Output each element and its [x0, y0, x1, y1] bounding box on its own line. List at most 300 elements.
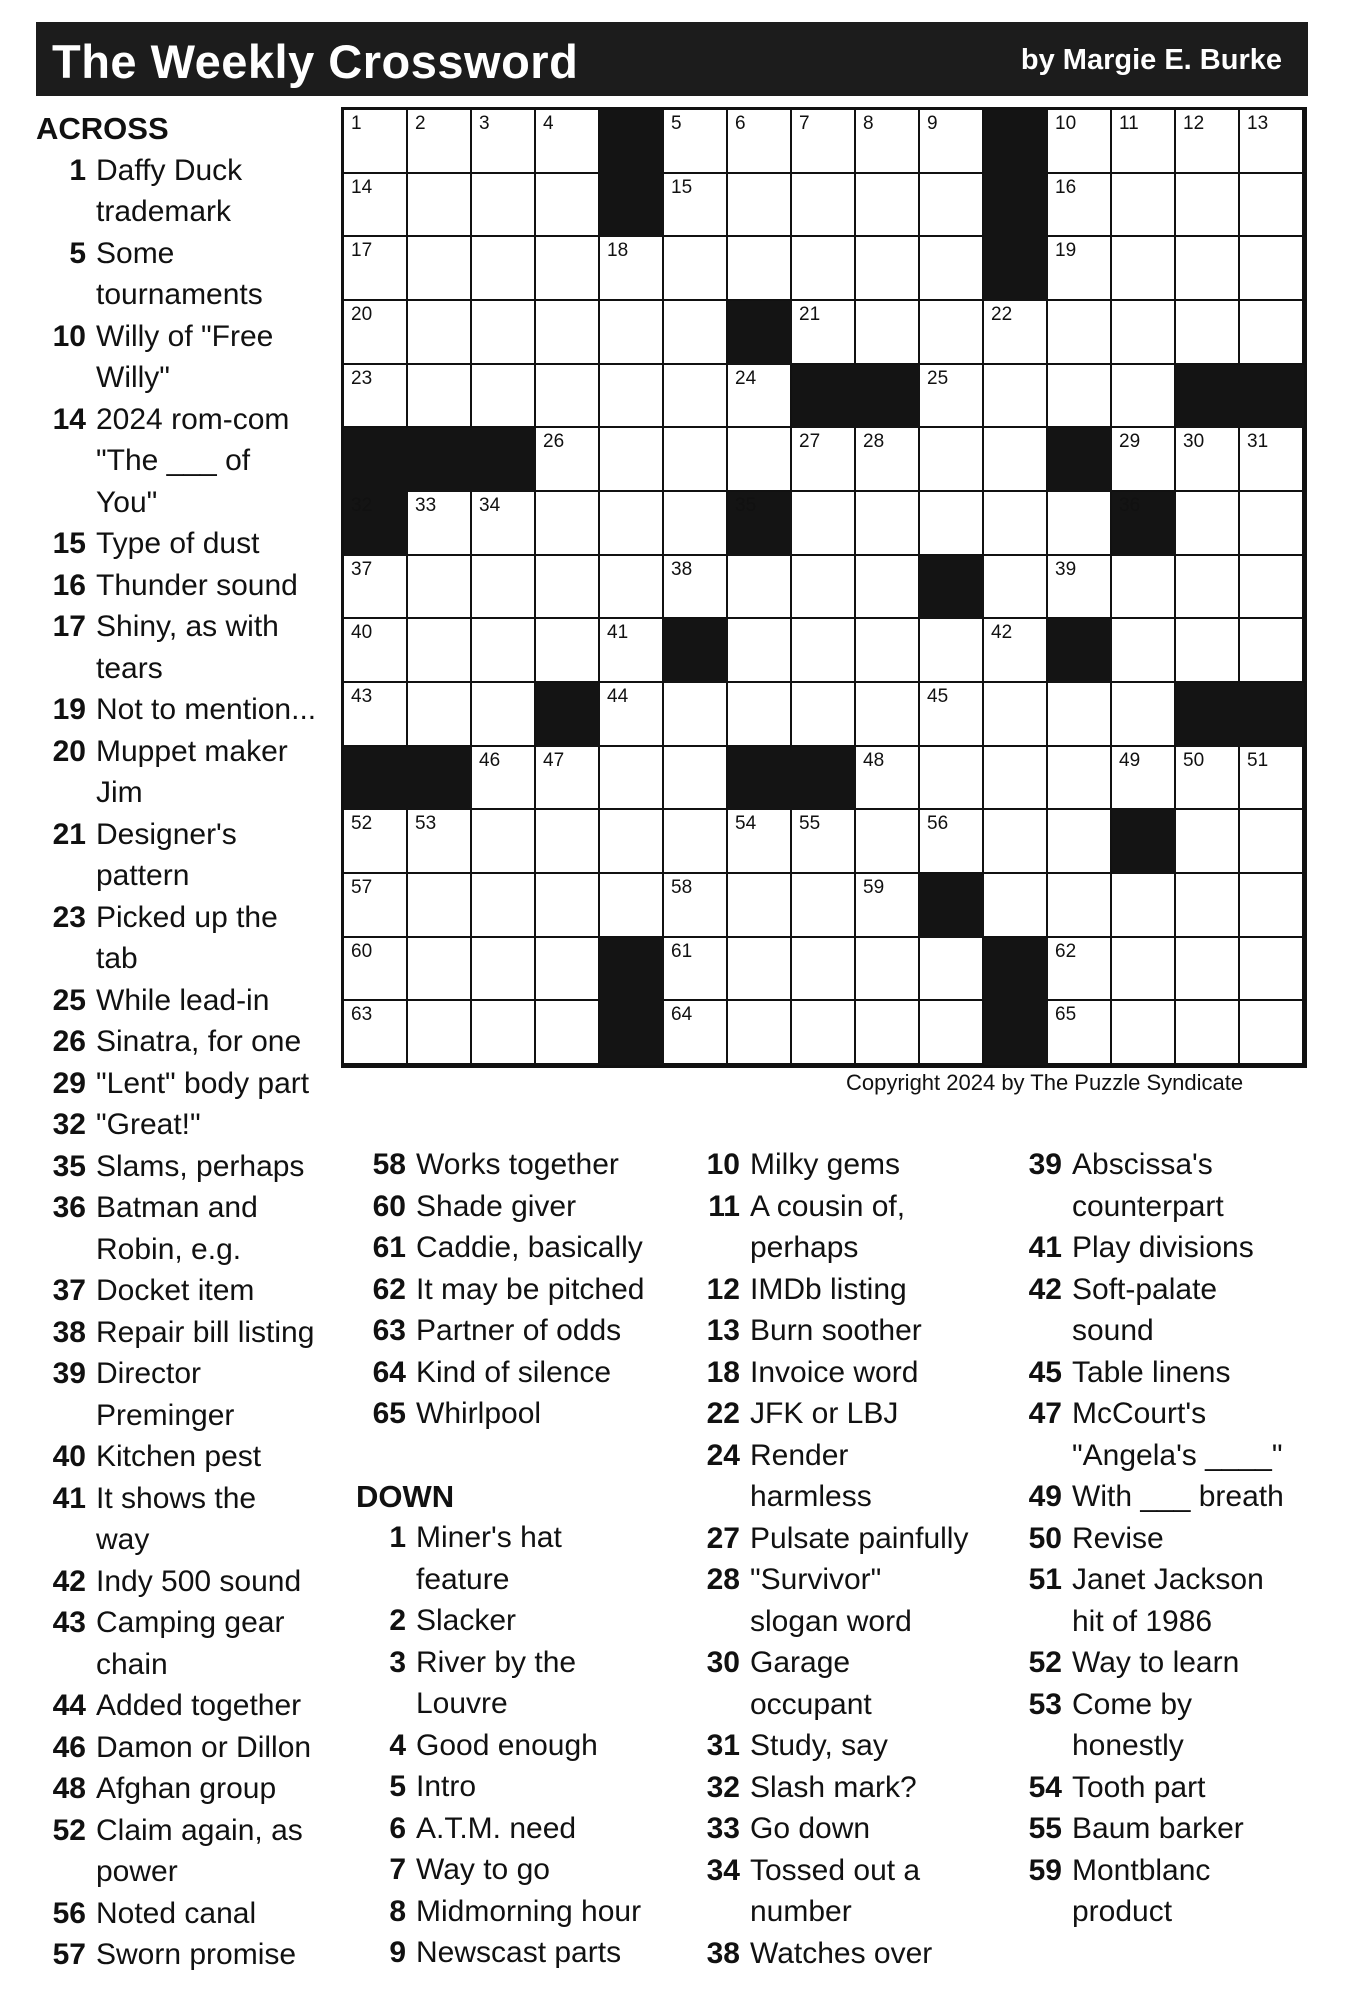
grid-cell[interactable]: [1240, 174, 1304, 238]
grid-cell[interactable]: [728, 810, 792, 874]
grid-cell[interactable]: [1048, 237, 1112, 301]
grid-cell[interactable]: [920, 110, 984, 174]
grid-cell[interactable]: [1112, 110, 1176, 174]
cell-number: 57: [351, 876, 373, 898]
grid-cell[interactable]: [472, 365, 536, 429]
grid-cell[interactable]: [1176, 619, 1240, 683]
cell-number: 28: [863, 431, 885, 453]
grid-cell[interactable]: [408, 619, 472, 683]
grid-cell[interactable]: [856, 747, 920, 811]
clue-text: Way to go: [416, 1853, 550, 1886]
clue-text: Camping gear chain: [96, 1606, 285, 1681]
grid-cell[interactable]: [1112, 1001, 1176, 1065]
grid-cell[interactable]: [536, 110, 600, 174]
grid-cell[interactable]: [344, 301, 408, 365]
clue-text: JFK or LBJ: [750, 1397, 899, 1430]
clue-number: 44: [52, 1689, 86, 1722]
grid-cell[interactable]: [1176, 174, 1240, 238]
grid-cell[interactable]: [408, 683, 472, 747]
grid-cell[interactable]: [792, 492, 856, 556]
grid-cell[interactable]: [920, 683, 984, 747]
grid-cell[interactable]: [728, 237, 792, 301]
cell-number: 2: [415, 113, 426, 134]
clue-item: [690, 1393, 1010, 1435]
grid-cell[interactable]: [920, 619, 984, 683]
grid-cell[interactable]: [1048, 492, 1112, 556]
grid-cell[interactable]: [344, 938, 408, 1002]
black-square: [792, 747, 856, 811]
clue-text: Way to learn: [1072, 1646, 1240, 1679]
grid-cell[interactable]: [792, 938, 856, 1002]
clue-number: 29: [52, 1066, 86, 1100]
black-square: [856, 365, 920, 429]
grid-cell[interactable]: [472, 492, 536, 556]
grid-cell[interactable]: [408, 365, 472, 429]
grid-cell[interactable]: [728, 110, 792, 174]
black-square: [344, 428, 408, 492]
grid-cell[interactable]: [1176, 1001, 1240, 1065]
clue-text: Render harmless: [750, 1438, 872, 1513]
grid-cell[interactable]: [856, 1001, 920, 1065]
grid-cell[interactable]: [984, 428, 1048, 492]
grid-cell[interactable]: [792, 428, 856, 492]
clue-item: [1012, 1476, 1362, 1518]
grid-cell[interactable]: [472, 938, 536, 1002]
grid-cell[interactable]: [1112, 683, 1176, 747]
grid-cell[interactable]: [1240, 1001, 1304, 1065]
clue-number: 16: [52, 568, 86, 602]
black-square: [344, 492, 408, 556]
clue-item: [690, 1352, 1010, 1394]
clue-text: Intro: [416, 1770, 477, 1803]
grid-cell[interactable]: [1240, 237, 1304, 301]
grid-cell[interactable]: [856, 301, 920, 365]
clue-number: 59: [1028, 1853, 1062, 1887]
clue-text: It shows the way: [96, 1481, 257, 1556]
grid-cell[interactable]: [1176, 301, 1240, 365]
grid-cell[interactable]: [856, 938, 920, 1002]
grid-cell[interactable]: [536, 174, 600, 238]
grid-cell[interactable]: [1176, 556, 1240, 620]
grid-cell[interactable]: [472, 683, 536, 747]
cell-number: 35: [735, 494, 757, 516]
grid-cell[interactable]: [1112, 428, 1176, 492]
cell-number: 49: [1119, 749, 1141, 771]
clue-text: Picked up the tab: [96, 900, 278, 975]
cell-number: 61: [671, 940, 693, 962]
grid-cell[interactable]: [600, 810, 664, 874]
grid-cell[interactable]: [344, 174, 408, 238]
clue-text: Good enough: [416, 1728, 598, 1762]
cell-number: 60: [351, 940, 373, 962]
grid-cell[interactable]: [536, 938, 600, 1002]
grid-cell[interactable]: [984, 619, 1048, 683]
grid-cell[interactable]: [856, 110, 920, 174]
grid-cell[interactable]: [856, 492, 920, 556]
clue-text: Added together: [96, 1689, 302, 1722]
clue-text: Muppet maker Jim: [96, 734, 288, 809]
grid-cell[interactable]: [1176, 747, 1240, 811]
grid-cell[interactable]: [1176, 492, 1240, 556]
black-square: [1112, 810, 1176, 874]
grid-cell[interactable]: [536, 301, 600, 365]
grid-cell[interactable]: [600, 237, 664, 301]
grid-cell[interactable]: [792, 556, 856, 620]
grid-cell[interactable]: [664, 747, 728, 811]
grid-cell[interactable]: [536, 1001, 600, 1065]
grid-cell[interactable]: [664, 810, 728, 874]
cell-number: 21: [799, 303, 821, 325]
clue-text: IMDb listing: [750, 1272, 907, 1306]
grid-cell[interactable]: [664, 365, 728, 429]
clue-item: [356, 1186, 686, 1228]
grid-cell[interactable]: [792, 810, 856, 874]
clue-column-2: [356, 1144, 686, 1974]
grid-cell[interactable]: [920, 365, 984, 429]
grid-cell[interactable]: [472, 810, 536, 874]
grid-cell[interactable]: [600, 492, 664, 556]
cell-number: 47: [543, 749, 565, 771]
grid-cell[interactable]: [856, 683, 920, 747]
grid-cell[interactable]: [1176, 110, 1240, 174]
grid-cell[interactable]: [536, 492, 600, 556]
grid-cell[interactable]: [1176, 874, 1240, 938]
clue-number: 10: [706, 1148, 740, 1181]
grid-cell[interactable]: [536, 428, 600, 492]
clue-number: 52: [1028, 1646, 1062, 1679]
grid-cell[interactable]: [408, 237, 472, 301]
clue-item: [36, 1685, 346, 1727]
grid-cell[interactable]: [1240, 492, 1304, 556]
grid-cell[interactable]: [792, 301, 856, 365]
grid-cell[interactable]: [664, 301, 728, 365]
clue-number: 2: [389, 1604, 406, 1637]
grid-cell[interactable]: [536, 237, 600, 301]
grid-cell[interactable]: [472, 301, 536, 365]
clue-number: 37: [52, 1274, 86, 1307]
grid-cell[interactable]: [600, 301, 664, 365]
grid-cell[interactable]: [984, 747, 1048, 811]
cell-number: 39: [1055, 558, 1077, 580]
grid-cell[interactable]: [536, 556, 600, 620]
cell-number: 56: [927, 813, 949, 835]
grid-cell[interactable]: [728, 619, 792, 683]
grid-cell[interactable]: [984, 874, 1048, 938]
clue-text: Noted canal: [96, 1896, 257, 1930]
grid-cell[interactable]: [600, 365, 664, 429]
clue-number: 25: [52, 983, 86, 1017]
cell-number: 11: [1119, 113, 1139, 134]
clue-number: 41: [52, 1481, 86, 1515]
grid-cell[interactable]: [856, 237, 920, 301]
grid-cell[interactable]: [920, 301, 984, 365]
grid-cell[interactable]: [1048, 874, 1112, 938]
black-square: [664, 619, 728, 683]
grid-cell[interactable]: [408, 1001, 472, 1065]
grid-cell[interactable]: [728, 874, 792, 938]
clue-text: Tossed out a number: [750, 1853, 921, 1928]
grid-cell[interactable]: [536, 365, 600, 429]
clue-item: [36, 1602, 346, 1685]
grid-cell[interactable]: [1048, 110, 1112, 174]
black-square: [472, 428, 536, 492]
grid-cell[interactable]: [664, 938, 728, 1002]
grid-cell[interactable]: [856, 174, 920, 238]
grid-cell[interactable]: [344, 619, 408, 683]
grid-cell[interactable]: [472, 619, 536, 683]
grid-cell[interactable]: [344, 683, 408, 747]
grid-cell[interactable]: [408, 556, 472, 620]
grid-cell[interactable]: [600, 619, 664, 683]
grid-cell[interactable]: [728, 365, 792, 429]
cell-number: 15: [671, 176, 693, 198]
grid-cell[interactable]: [408, 938, 472, 1002]
clue-number: 48: [52, 1772, 86, 1805]
grid-cell[interactable]: [920, 428, 984, 492]
grid-cell[interactable]: [1112, 365, 1176, 429]
grid-cell[interactable]: [1048, 174, 1112, 238]
clue-text: While lead-in: [96, 983, 270, 1017]
grid-cell[interactable]: [1048, 810, 1112, 874]
black-square: [1048, 428, 1112, 492]
grid-cell[interactable]: [792, 619, 856, 683]
clue-number: 36: [52, 1191, 86, 1224]
black-square: [728, 747, 792, 811]
grid-cell[interactable]: [344, 874, 408, 938]
grid-cell[interactable]: [408, 810, 472, 874]
grid-cell[interactable]: [536, 810, 600, 874]
grid-cell[interactable]: [600, 747, 664, 811]
clue-item: [1012, 1767, 1362, 1809]
down-heading: DOWN: [356, 1478, 455, 1514]
grid-cell[interactable]: [1176, 428, 1240, 492]
grid-cell[interactable]: [856, 556, 920, 620]
clue-text: Table linens: [1072, 1355, 1231, 1389]
grid-cell[interactable]: [1240, 556, 1304, 620]
grid-cell[interactable]: [1048, 365, 1112, 429]
clue-text: Repair bill listing: [96, 1315, 315, 1349]
grid-cell[interactable]: [1240, 301, 1304, 365]
grid-cell[interactable]: [1240, 874, 1304, 938]
grid-cell[interactable]: [664, 556, 728, 620]
clue-text: Pulsate painfully: [750, 1521, 969, 1555]
grid-cell[interactable]: [1048, 301, 1112, 365]
grid-cell[interactable]: [728, 938, 792, 1002]
grid-cell[interactable]: [1176, 810, 1240, 874]
grid-cell[interactable]: [792, 237, 856, 301]
clue-item: [36, 1146, 346, 1188]
clue-number: 9: [389, 1936, 406, 1969]
grid-cell[interactable]: [472, 556, 536, 620]
grid-cell[interactable]: [984, 492, 1048, 556]
grid-cell[interactable]: [1112, 174, 1176, 238]
grid-cell[interactable]: [920, 237, 984, 301]
clue-number: 41: [1028, 1231, 1062, 1264]
clue-item: [36, 1810, 346, 1893]
clue-text: Invoice word: [750, 1355, 919, 1389]
grid-cell[interactable]: [344, 556, 408, 620]
grid-cell[interactable]: [792, 874, 856, 938]
grid-cell[interactable]: [856, 428, 920, 492]
grid-cell[interactable]: [600, 874, 664, 938]
grid-cell[interactable]: [472, 874, 536, 938]
grid-cell[interactable]: [664, 237, 728, 301]
grid-cell[interactable]: [792, 1001, 856, 1065]
clue-number: 1: [69, 153, 86, 187]
grid-cell[interactable]: [408, 110, 472, 174]
grid-cell[interactable]: [984, 810, 1048, 874]
grid-cell[interactable]: [344, 810, 408, 874]
clue-item: [36, 1021, 346, 1063]
grid-cell[interactable]: [344, 365, 408, 429]
grid-cell[interactable]: [728, 1001, 792, 1065]
grid-cell[interactable]: [792, 683, 856, 747]
grid-cell[interactable]: [408, 874, 472, 938]
grid-cell[interactable]: [472, 747, 536, 811]
grid-cell[interactable]: [1048, 556, 1112, 620]
grid-cell[interactable]: [472, 174, 536, 238]
cell-number: 20: [351, 303, 373, 325]
grid-cell[interactable]: [728, 683, 792, 747]
clue-item: [36, 1063, 346, 1105]
cell-number: 25: [927, 367, 949, 389]
grid-cell[interactable]: [920, 492, 984, 556]
clue-item: [356, 1642, 686, 1725]
clue-text: Whirlpool: [416, 1397, 542, 1430]
grid-cell[interactable]: [920, 1001, 984, 1065]
cell-number: 51: [1247, 749, 1269, 771]
clue-number: 19: [52, 693, 86, 726]
grid-cell[interactable]: [472, 110, 536, 174]
clue-number: 35: [52, 1149, 86, 1183]
cell-number: 24: [735, 367, 757, 389]
grid-cell[interactable]: [984, 556, 1048, 620]
clue-number: 27: [706, 1521, 740, 1555]
puzzle-title: The Weekly Crossword: [52, 35, 579, 88]
grid-cell[interactable]: [536, 747, 600, 811]
grid-cell[interactable]: [664, 874, 728, 938]
cell-number: 30: [1183, 431, 1205, 453]
clue-number: 8: [389, 1894, 406, 1928]
cell-number: 52: [351, 813, 373, 835]
grid-cell[interactable]: [984, 683, 1048, 747]
clue-text: It may be pitched: [416, 1272, 645, 1306]
clue-column-4: [1012, 1144, 1362, 1933]
grid-cell[interactable]: [792, 110, 856, 174]
grid-cell[interactable]: [664, 110, 728, 174]
grid-cell[interactable]: [1240, 428, 1304, 492]
copyright-notice: Copyright 2024 by The Puzzle Syndicate: [846, 1070, 1244, 1095]
grid-cell[interactable]: [472, 1001, 536, 1065]
grid-cell[interactable]: [1048, 747, 1112, 811]
cell-number: 46: [479, 749, 501, 771]
grid-cell[interactable]: [920, 174, 984, 238]
grid-cell[interactable]: [600, 683, 664, 747]
grid-cell[interactable]: [856, 874, 920, 938]
grid-cell[interactable]: [664, 174, 728, 238]
grid-cell[interactable]: [1048, 938, 1112, 1002]
grid-cell[interactable]: [408, 492, 472, 556]
clue-number: 23: [52, 900, 86, 934]
grid-cell[interactable]: [1112, 619, 1176, 683]
grid-cell[interactable]: [1112, 874, 1176, 938]
grid-cell[interactable]: [536, 874, 600, 938]
grid-cell[interactable]: [984, 301, 1048, 365]
clue-item: [36, 1561, 346, 1603]
clue-text: Claim again, as power: [96, 1813, 303, 1888]
grid-cell[interactable]: [472, 237, 536, 301]
grid-cell[interactable]: [1176, 938, 1240, 1002]
grid-cell[interactable]: [1112, 301, 1176, 365]
grid-cell[interactable]: [792, 174, 856, 238]
grid-cell[interactable]: [728, 174, 792, 238]
grid-cell[interactable]: [856, 810, 920, 874]
grid-cell[interactable]: [344, 110, 408, 174]
grid-cell[interactable]: [664, 492, 728, 556]
grid-cell[interactable]: [1112, 747, 1176, 811]
clue-item: [36, 399, 346, 524]
clue-text: A cousin of, perhaps: [750, 1189, 906, 1264]
cell-number: 34: [479, 494, 501, 516]
grid-cell[interactable]: [1048, 1001, 1112, 1065]
grid-cell[interactable]: [1240, 810, 1304, 874]
clue-number: 7: [389, 1853, 406, 1886]
cell-number: 3: [479, 113, 490, 134]
cell-number: 54: [735, 813, 757, 835]
grid-cell[interactable]: [1048, 683, 1112, 747]
grid-cell[interactable]: [984, 365, 1048, 429]
grid-cell[interactable]: [1240, 938, 1304, 1002]
grid-cell[interactable]: [408, 174, 472, 238]
grid-cell[interactable]: [536, 619, 600, 683]
clue-number: 50: [1028, 1521, 1062, 1555]
grid-cell[interactable]: [344, 237, 408, 301]
clue-item: [1012, 1559, 1362, 1642]
grid-cell[interactable]: [664, 683, 728, 747]
grid-cell[interactable]: [920, 747, 984, 811]
grid-cell[interactable]: [1112, 556, 1176, 620]
grid-cell[interactable]: [920, 938, 984, 1002]
cell-number: 45: [927, 685, 949, 707]
grid-cell[interactable]: [856, 619, 920, 683]
grid-cell[interactable]: [728, 556, 792, 620]
grid-cell[interactable]: [344, 1001, 408, 1065]
clue-item: [356, 1766, 686, 1808]
clue-text: Batman and Robin, e.g.: [96, 1191, 258, 1266]
grid-cell[interactable]: [664, 428, 728, 492]
grid-cell[interactable]: [1112, 938, 1176, 1002]
black-square: [920, 874, 984, 938]
grid-cell[interactable]: [1240, 619, 1304, 683]
clue-item: [356, 1227, 686, 1269]
grid-cell[interactable]: [664, 1001, 728, 1065]
grid-cell[interactable]: [600, 556, 664, 620]
grid-cell[interactable]: [600, 428, 664, 492]
grid-cell[interactable]: [1112, 237, 1176, 301]
grid-cell[interactable]: [728, 428, 792, 492]
clue-item: [690, 1808, 1010, 1850]
clue-text: Abscissa's counterpart: [1072, 1148, 1224, 1223]
grid-cell[interactable]: [920, 810, 984, 874]
grid-cell[interactable]: [1176, 237, 1240, 301]
grid-cell[interactable]: [1240, 747, 1304, 811]
clue-number: 63: [372, 1314, 406, 1347]
grid-cell[interactable]: [408, 301, 472, 365]
clue-item: [36, 316, 346, 399]
grid-cell[interactable]: [1240, 110, 1304, 174]
cell-number: 65: [1055, 1004, 1077, 1026]
clue-item: [36, 1270, 346, 1312]
